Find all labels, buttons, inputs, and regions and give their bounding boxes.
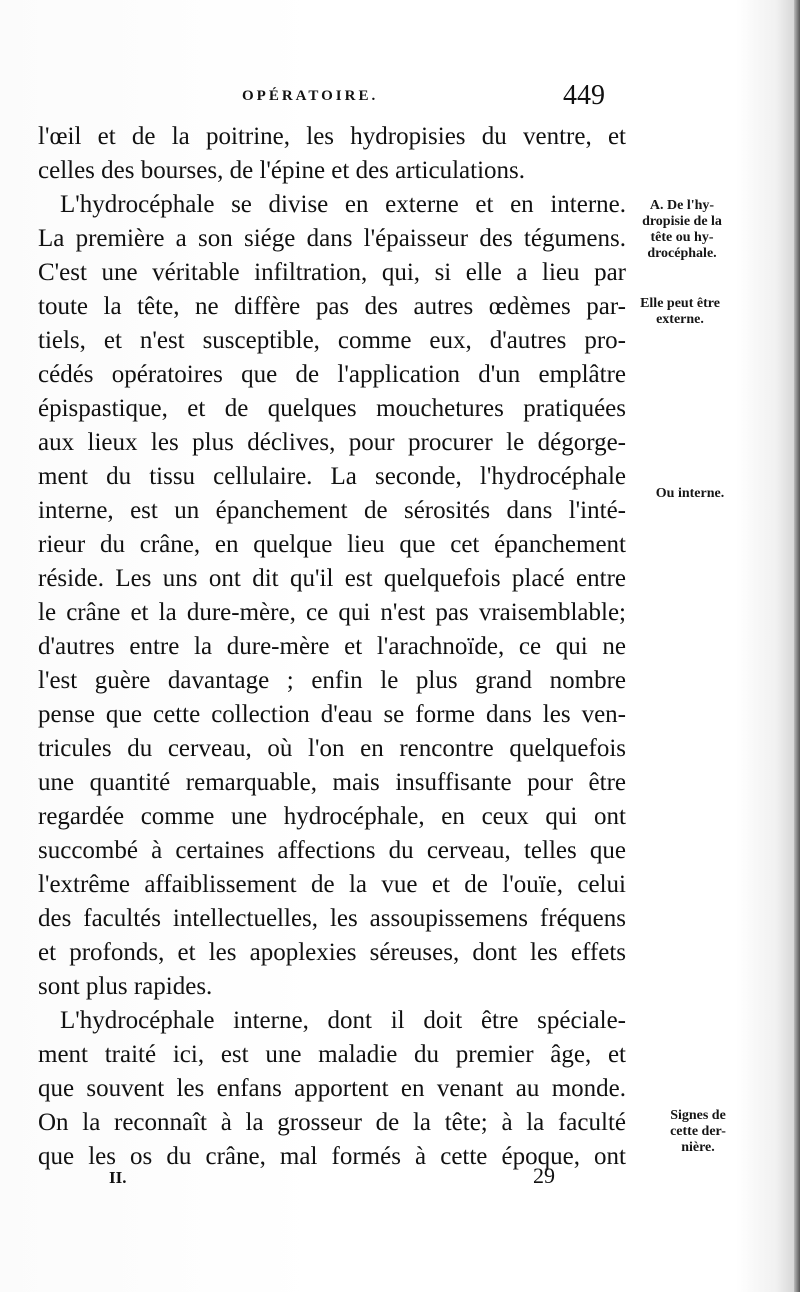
text-line: ment traité ici, est une maladie du premier âge, et [38, 1041, 626, 1068]
text-line: toute la tête, ne diffère pas des autres œdèmes par- [38, 293, 626, 320]
text-line: réside. Les uns ont dit qu'il est quelquefois placé entre [38, 565, 626, 592]
text-line: que souvent les enfans apportent en venant au monde. [38, 1075, 626, 1102]
text-line: l'œil et de la poitrine, les hydropisies du ventre, et [38, 123, 626, 150]
text-line: tiels, et n'est susceptible, comme eux, d'autres pro- [38, 327, 626, 354]
text-line: le crâne et la dure-mère, ce qui n'est pas vraisemblable; [38, 599, 626, 626]
text-line: interne, est un épanchement de sérosités dans l'inté- [38, 497, 626, 524]
text-line: d'autres entre la dure-mère et l'arachnoïde, ce qui ne [38, 633, 626, 660]
text-line: succombé à certaines affections du cerveau, telles que [38, 837, 626, 864]
text-line: l'extrême affaiblissement de la vue et de l'ouïe, celui [38, 871, 626, 898]
margin-note: Elle peut être externe. [640, 296, 720, 327]
margin-note: Signes de cette der-nière. [670, 1108, 726, 1155]
page-edge-shadow [794, 0, 800, 1292]
text-line: C'est une véritable infiltration, qui, si elle a lieu par [38, 259, 626, 286]
text-line: que les os du crâne, mal formés à cette époque, ont [38, 1143, 626, 1170]
text-line: pense que cette collection d'eau se forme dans les ven- [38, 701, 626, 728]
text-line: l'est guère davantage ; enfin le plus grand nombre [38, 667, 626, 694]
text-line: regardée comme une hydrocéphale, en ceux qui ont [38, 803, 626, 830]
signature-mark: II. [109, 1168, 127, 1187]
text-line: aux lieux les plus déclives, pour procurer le dégorge- [38, 429, 626, 456]
margin-note: A. De l'hy-dropisie de la tête ou hy-drocéphale. [642, 198, 722, 261]
text-line: des facultés intellectuelles, les assoupissemens fréquens [38, 905, 626, 932]
text-line: L'hydrocéphale se divise en externe et en interne. [60, 191, 626, 218]
text-line: La première a son siége dans l'épaisseur des tégumens. [38, 225, 626, 252]
sheet-number: 29 [533, 1163, 555, 1188]
running-head: OPÉRATOIRE. [242, 88, 379, 104]
text-line: tricules du cerveau, où l'on en rencontre quelquefois [38, 735, 626, 762]
text-line: et profonds, et les apoplexies séreuses, dont les effets [38, 939, 626, 966]
page-number: 449 [563, 80, 605, 111]
margin-note: Ou interne. [655, 486, 725, 501]
text-line: sont plus rapides. [38, 973, 213, 1000]
text-line: une quantité remarquable, mais insuffisante pour être [38, 769, 626, 796]
text-line: épispastique, et de quelques mouchetures pratiquées [38, 395, 626, 422]
text-line: celles des bourses, de l'épine et des articulations. [38, 157, 525, 184]
text-line: On la reconnaît à la grosseur de la tête; à la faculté [38, 1109, 626, 1136]
body-text [38, 120, 626, 1174]
text-line: rieur du crâne, en quelque lieu que cet épanchement [38, 531, 626, 558]
text-line: ment du tissu cellulaire. La seconde, l'hydrocéphale [38, 463, 626, 490]
text-line: L'hydrocéphale interne, dont il doit être spéciale- [60, 1007, 626, 1034]
text-line: cédés opératoires que de l'application d'un emplâtre [38, 361, 626, 388]
